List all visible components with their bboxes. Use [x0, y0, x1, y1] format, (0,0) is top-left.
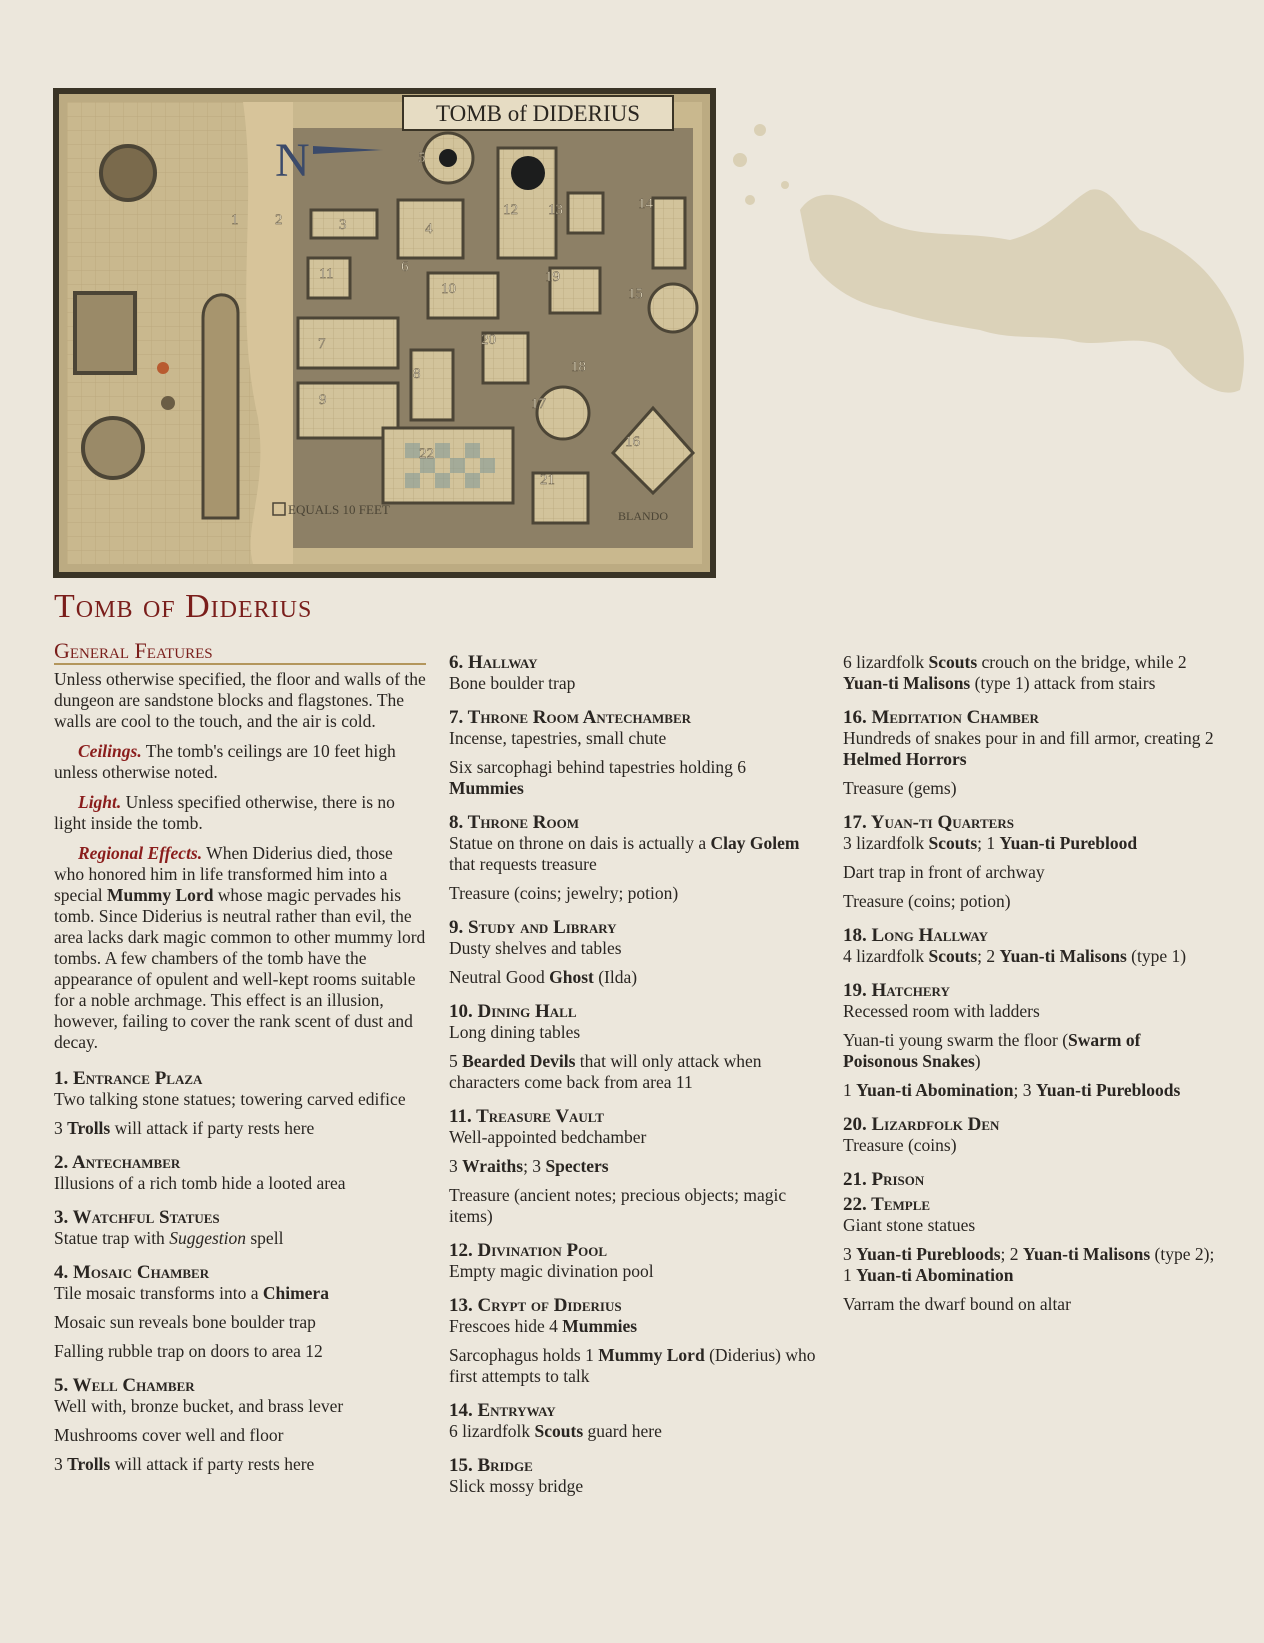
area-1: 1. Entrance Plaza Two talking stone statues; towering carved edifice 3 Trolls will attack if party rests here [54, 1068, 406, 1138]
area-19: 19. Hatchery Recessed room with ladders Yuan-ti young swarm the floor (Swarm of Poisonous Snakes) 1 Yuan-ti Abomination; 3 Yuan-ti Purebloods [843, 980, 1181, 1100]
area-15: 15. Bridge Slick mossy bridge [449, 1455, 584, 1496]
map-label-18: 18 [571, 359, 586, 375]
map-label-14: 14 [638, 196, 653, 212]
coffee-stain [720, 90, 1264, 420]
area-2: 2. Antechamber Illusions of a rich tomb hide a looted area [54, 1152, 346, 1193]
map-label-6: 6 [401, 259, 409, 275]
area-9: 9. Study and Library Dusty shelves and tables Neutral Good Ghost (Ilda) [449, 917, 638, 987]
map-label-15: 15 [628, 286, 643, 302]
area-13: 13. Crypt of Diderius Frescoes hide 4 Mummies Sarcophagus holds 1 Mummy Lord (Diderius) who first attempts to talk [449, 1295, 816, 1386]
map-label-9: 9 [319, 392, 327, 408]
map-label-21: 21 [540, 472, 555, 488]
map-label-19: 19 [545, 269, 560, 285]
map-label-22: 22 [419, 446, 434, 462]
map-label-3: 3 [339, 217, 347, 233]
column-3 [843, 652, 1218, 1328]
area-15-continued: 6 lizardfolk Scouts crouch on the bridge, while 2 Yuan-ti Malisons (type 1) attack from stairs [843, 652, 1187, 693]
map-label-7: 7 [318, 336, 326, 352]
area-5: 5. Well Chamber Well with, bronze bucket, and brass lever Mushrooms cover well and floor 3 Trolls will attack if party rests here [54, 1375, 344, 1474]
section-title-general-features: General Features [54, 640, 426, 665]
page-title: Tomb of Diderius [54, 588, 313, 625]
map-label-8: 8 [413, 366, 421, 382]
area-22: 22. Temple Giant stone statues 3 Yuan-ti Purebloods; 2 Yuan-ti Malisons (type 2); 1 Yuan-ti Abomination Varram the dwarf bound on altar [843, 1194, 1215, 1314]
general-intro: Unless otherwise specified, the floor and walls of the dungeon are sandstone blocks and flagstones. The walls are cool to the touch, and the air is cold. [54, 669, 426, 731]
area-6: 6. Hallway Bone boulder trap [449, 652, 576, 693]
map-scale-label: EQUALS 10 FEET [288, 502, 390, 517]
area-4: 4. Mosaic Chamber Tile mosaic transforms into a Chimera Mosaic sun reveals bone boulder trap Falling rubble trap on doors to area 12 [54, 1262, 329, 1361]
area-3: 3. Watchful Statues Statue trap with Suggestion spell [54, 1207, 284, 1248]
area-16: 16. Meditation Chamber Hundreds of snakes pour in and fill armor, creating 2 Helmed Horrors Treasure (gems) [843, 707, 1214, 798]
map-label-10: 10 [441, 281, 456, 297]
map-label-1: 1 [231, 212, 239, 228]
ceilings-paragraph: Ceilings. The tomb's ceilings are 10 feet high unless otherwise noted. [54, 741, 396, 782]
area-21: 21. Prison [843, 1169, 925, 1190]
column-1 [54, 640, 426, 1488]
map-signature: BLANDO [618, 509, 668, 523]
map-label-4: 4 [425, 221, 433, 237]
ceilings-lead: Ceilings. [78, 741, 142, 761]
light-lead: Light. [78, 792, 122, 812]
map-label-20: 20 [481, 332, 496, 348]
area-18: 18. Long Hallway 4 lizardfolk Scouts; 2 Yuan-ti Malisons (type 1) [843, 925, 1187, 966]
map-label-11: 11 [319, 266, 334, 282]
map-label-5: 5 [418, 150, 426, 166]
map-label-2: 2 [275, 212, 283, 228]
map-illustration [53, 88, 716, 578]
map-label-17: 17 [531, 396, 546, 412]
dungeon-map [53, 88, 716, 578]
map-banner: TOMB of DIDERIUS [435, 101, 641, 126]
column-2 [449, 652, 819, 1510]
area-14: 14. Entryway 6 lizardfolk Scouts guard here [449, 1400, 662, 1441]
area-11: 11. Treasure Vault Well-appointed bedchamber 3 Wraiths; 3 Specters Treasure (ancient notes; precious objects; magic items) [449, 1106, 787, 1226]
compass-rose-icon: N [275, 134, 310, 187]
regional-effects-paragraph: Regional Effects. When Diderius died, those who honored him in life transformed him into a special Mummy Lord whose magic pervades his tomb. Since Diderius is neutral rather than evil, the area lacks dark magic common to other mummy lord tombs. A few chambers of the tomb have the appearance of opulent and well-kept rooms suitable for a noble archmage. This effect is an illusion, however, failing to cover the rank scent of dust and decay. [54, 843, 426, 1052]
map-label-12: 12 [503, 202, 518, 218]
regional-lead: Regional Effects. [78, 843, 203, 863]
map-label-16: 16 [625, 434, 640, 450]
area-17: 17. Yuan-ti Quarters 3 lizardfolk Scouts; 1 Yuan-ti Pureblood Dart trap in front of archway Treasure (coins; potion) [843, 812, 1138, 911]
area-12: 12. Divination Pool Empty magic divination pool [449, 1240, 654, 1281]
area-7: 7. Throne Room Antechamber Incense, tapestries, small chute Six sarcophagi behind tapestries holding 6 Mummies [449, 707, 746, 798]
map-label-13: 13 [548, 202, 563, 218]
area-10: 10. Dining Hall Long dining tables 5 Bearded Devils that will only attack when characters come back from area 11 [449, 1001, 762, 1092]
area-8: 8. Throne Room Statue on throne on dais is actually a Clay Golem that requests treasure Treasure (coins; jewelry; potion) [449, 812, 800, 903]
area-20: 20. Lizardfolk Den Treasure (coins) [843, 1114, 1000, 1155]
light-paragraph: Light. Unless specified otherwise, there is no light inside the tomb. [54, 792, 395, 833]
